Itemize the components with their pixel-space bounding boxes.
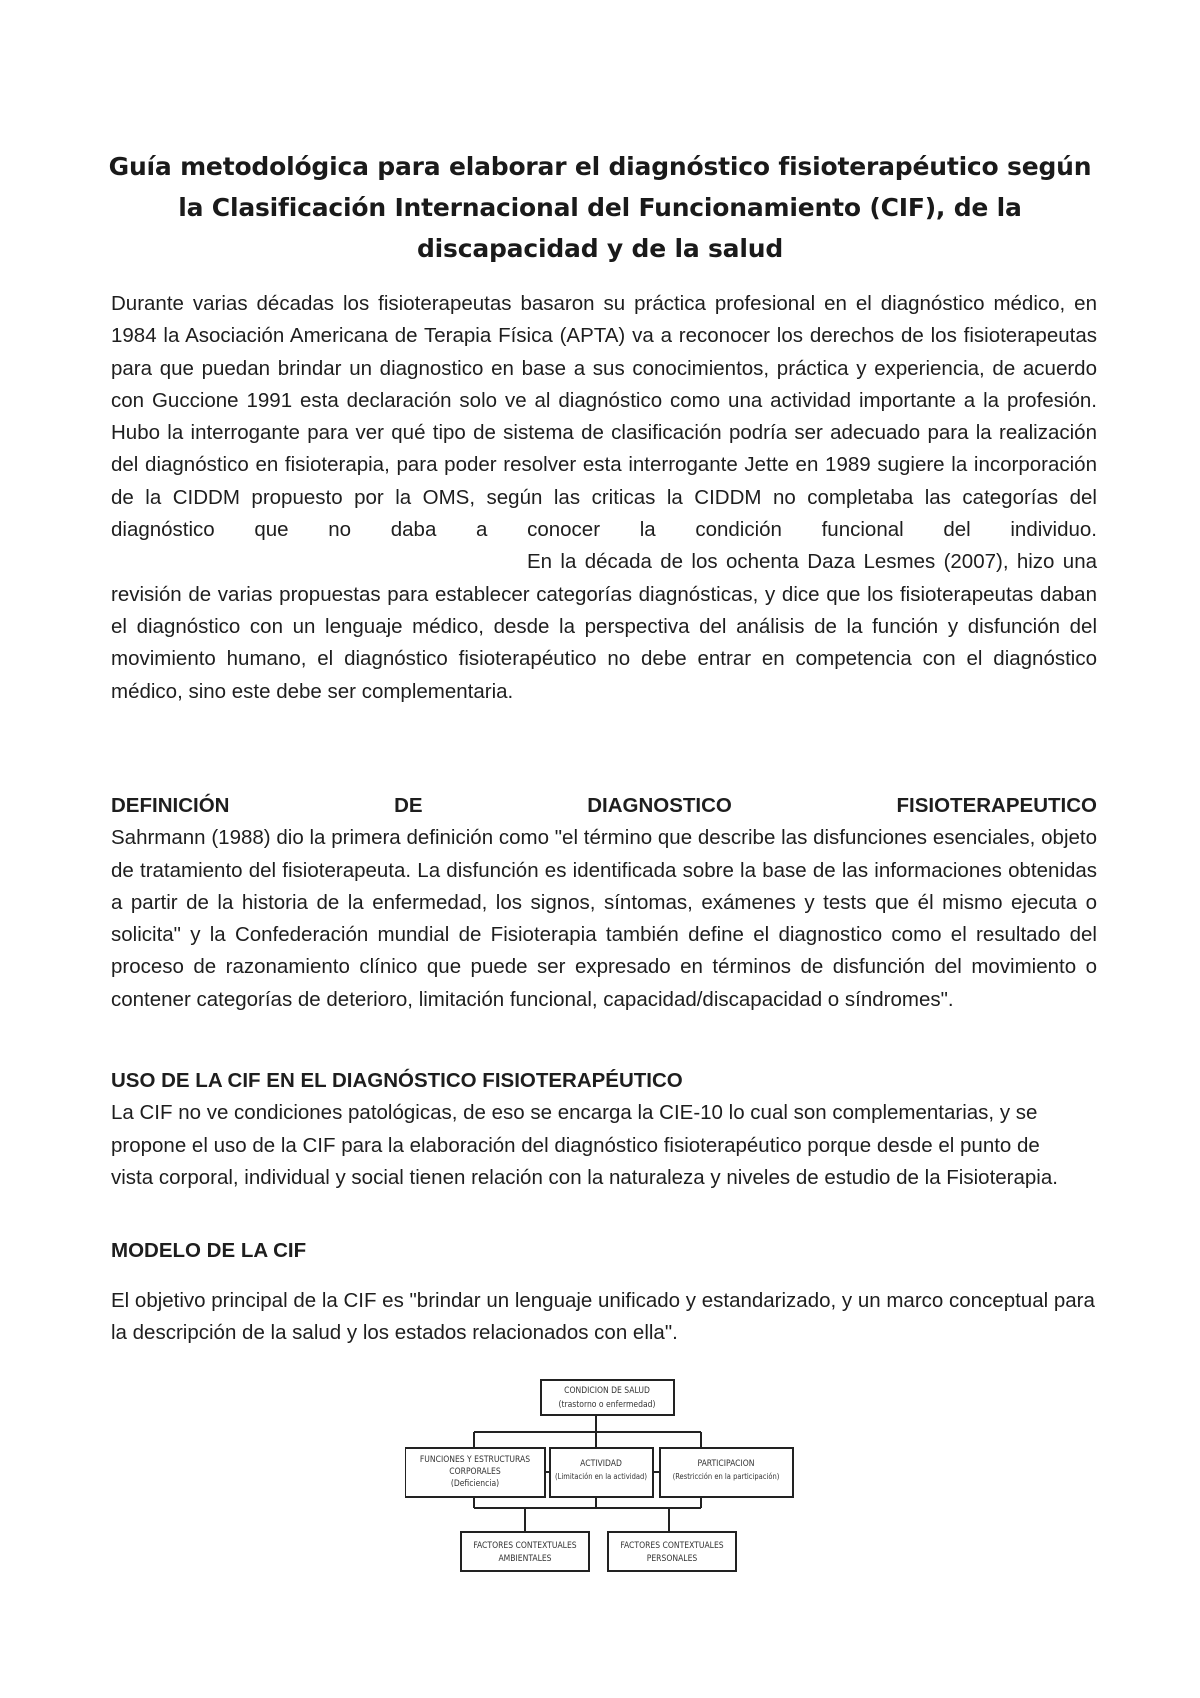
definition-heading-word: DE — [394, 794, 423, 817]
intro-tail: En la década de los ochenta — [527, 550, 799, 574]
cif-model-diagram — [405, 1376, 805, 1578]
intro-paragraph — [111, 288, 1097, 708]
diagram-text: CORPORALES — [449, 1467, 501, 1477]
diagram-text: PARTICIPACION — [697, 1459, 755, 1469]
diagram-text: PERSONALES — [646, 1554, 698, 1564]
uso-heading: USO DE LA CIF EN EL DIAGNÓSTICO FISIOTERAPÉUTICO — [111, 1069, 683, 1092]
intro-text: Durante varias décadas los fisioterapeutas basaron su práctica profesional en el diagnóstico médico, en 1984 la Asociación Americana de Terapia Física (APTA) va a reconocer los derechos de los fisioterapeutas para que puedan brindar un diagnostico en base a sus conocimientos, práctica y experiencia, de acuerdo con Guccione 1991 esta declaración solo ve al diagnóstico como una actividad importante a la profesión. Hubo la interrogante para ver qué tipo de sistema de clasificación podría ser adecuado para la realización del diagnóstico en fisioterapia, para poder resolver esta interrogante Jette en 1989 sugiere la incorporación de la CIDDM propuesto por la OMS, según las criticas la CIDDM no completaba las categorías del diagnóstico que no daba a conocer la condición funcional del individuo. — [111, 292, 1097, 542]
definition-heading-word: DEFINICIÓN — [111, 794, 230, 817]
diagram-text: FACTORES CONTEXTUALES — [620, 1541, 724, 1551]
diagram-text: ACTIVIDAD — [580, 1459, 622, 1469]
uso-section — [111, 1065, 1097, 1194]
modelo-body — [111, 1285, 1097, 1350]
ambientales-box — [461, 1532, 589, 1571]
intro-text-2: Daza Lesmes (2007), hizo una revisión de varias propuestas para establecer categorías diagnósticas, y dice que los fisioterapeutas daban el diagnóstico con un lenguaje médico, desde la perspectiva del análisis de la función y disfunción del movimiento humano, el diagnóstico fisioterapéutico no debe entrar en competencia con el diagnóstico médico, sino este debe ser complementaria. — [111, 550, 1097, 703]
diagram-text: AMBIENTALES — [498, 1554, 552, 1564]
diagram-text: (Restricción en la participación) — [672, 1472, 780, 1481]
definition-heading-word: DIAGNOSTICO — [587, 794, 732, 817]
modelo-heading — [111, 1235, 1097, 1267]
diagram-text: FUNCIONES Y ESTRUCTURAS — [419, 1455, 531, 1465]
definition-section — [111, 790, 1097, 1016]
diagram-text: CONDICION DE SALUD — [564, 1386, 650, 1396]
modelo-heading-text: MODELO DE LA CIF — [111, 1239, 307, 1262]
modelo-body-text: El objetivo principal de la CIF es "brindar un lenguaje unificado y estandarizado, y un marco conceptual para la descripción de la salud y los estados relacionados con ella". — [111, 1289, 1095, 1345]
diagram-text: (Limitación en la actividad) — [555, 1472, 647, 1481]
diagram-text: (trastorno o enfermedad) — [558, 1400, 656, 1410]
definition-heading-word: FISIOTERAPEUTICO — [896, 794, 1097, 817]
personales-box — [608, 1532, 736, 1571]
definition-heading — [111, 790, 1097, 822]
document-title: Guía metodológica para elaborar el diagnóstico fisioterapéutico según la Clasificación Internacional del Funcionamiento (CIF), de la discapacidad y de la salud — [108, 152, 1092, 263]
diagram-text: (Deficiencia) — [450, 1479, 500, 1489]
uso-body: La CIF no ve condiciones patológicas, de eso se encarga la CIE-10 lo cual son complementarias, y se propone el uso de la CIF para la elaboración del diagnóstico fisioterapéutico porque desde el punto de vista corporal, individual y social tienen relación con la naturaleza y niveles de estudio de la Fisioterapia. — [111, 1101, 1058, 1189]
definition-body: Sahrmann (1988) dio la primera definición como "el término que describe las disfunciones esenciales, objeto de tratamiento del fisioterapeuta. La disfunción es identificada sobre la base de las informaciones obtenidas a partir de la historia de la enfermedad, los signos, síntomas, exámenes y tests que él mismo ejecuta o solicita" y la Confederación mundial de Fisioterapia también define el diagnostico como el resultado del proceso de razonamiento clínico que puede ser expresado en términos de disfunción del movimiento o contener categorías de deterioro, limitación funcional, capacidad/discapacidad o síndromes". — [111, 826, 1097, 1011]
diagram-text: FACTORES CONTEXTUALES — [473, 1541, 577, 1551]
